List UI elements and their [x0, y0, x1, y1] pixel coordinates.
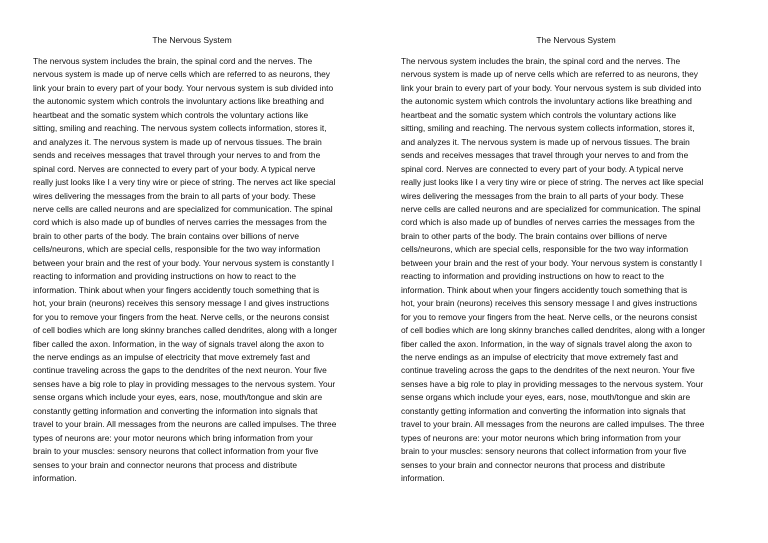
- page-title: The Nervous System: [536, 35, 616, 45]
- body-paragraph: The nervous system includes the brain, the spinal cord and the nerves. The nervous system is made up of nerve cells which are referred to as neurons, they link your brain to every part of your body. Your nervous system is sub divided into the autonomic system which controls the involuntary actions like breathing and heartbeat and the somatic system which controls the voluntary actions like sitting, smiling and reaching. The nervous system collects information, stores it, and analyzes it. The nervous system is made up of nervous tissues. The brain sends and receives messages that travel through your nerves to and from the spinal cord. Nerves are connected to every part of your body. A typical nerve really just looks like I a very tiny wire or piece of string. The nerves act like special wires delivering the messages from the brain to all parts of your body. These nerve cells are called neurons and are specialized for communication. The spinal cord which is also made up of bundles of nerves carries the messages from the brain to other parts of the body. The brain contains over billions of nerve cells/neurons, which are special cells, responsible for the two way information between your brain and the rest of your body. Your nervous system is constantly I reacting to information and providing instructions on how to react to the information. Think about when your fingers accidently touch something that is hot, your brain (neurons) receives this sensory message I and gives instructions for you to remove your fingers from the heat. Nerve cells, or the neurons consist of cell bodies which are long skinny branches called dendrites, along with a longer fiber called the axon. Information, in the way of signals travel along the axon to the nerve endings as an impulse of electricity that move extremely fast and continue traveling across the gaps to the dendrites of the next neuron. Your five senses have a big role to play in providing messages to the nervous system. Your sense organs which include your eyes, ears, nose, mouth/tongue and skin are constantly getting information and converting the information into signals that travel to your brain. All messages from the neurons are called impulses. The three types of neurons are: your motor neurons which bring information from your brain to your muscles: sensory neurons that collect information from your five senses to your brain and connector neurons that process and distribute information.: [33, 56, 338, 484]
- body-paragraph: The nervous system includes the brain, the spinal cord and the nerves. The nervous system is made up of nerve cells which are referred to as neurons, they link your brain to every part of your body. Your nervous system is sub divided into the autonomic system which controls the involuntary actions like breathing and heartbeat and the somatic system which controls the voluntary actions like sitting, smiling and reaching. The nervous system collects information, stores it, and analyzes it. The nervous system is made up of nervous tissues. The brain sends and receives messages that travel through your nerves to and from the spinal cord. Nerves are connected to every part of your body. A typical nerve really just looks like I a very tiny wire or piece of string. The nerves act like special wires delivering the messages from the brain to all parts of your body. These nerve cells are called neurons and are specialized for communication. The spinal cord which is also made up of bundles of nerves carries the messages from the brain to other parts of the body. The brain contains over billions of nerve cells/neurons, which are special cells, responsible for the two way information between your brain and the rest of your body. Your nervous system is constantly I reacting to information and providing instructions on how to react to the information. Think about when your fingers accidently touch something that is hot, your brain (neurons) receives this sensory message I and gives instructions for you to remove your fingers from the heat. Nerve cells, or the neurons consist of cell bodies which are long skinny branches called dendrites, along with a longer fiber called the axon. Information, in the way of signals travel along the axon to the nerve endings as an impulse of electricity that move extremely fast and continue traveling across the gaps to the dendrites of the next neuron. Your five senses have a big role to play in providing messages to the nervous system. Your sense organs which include your eyes, ears, nose, mouth/tongue and skin are constantly getting information and converting the information into signals that travel to your brain. All messages from the neurons are called impulses. The three types of neurons are: your motor neurons which bring information from your brain to your muscles: sensory neurons that collect information from your five senses to your brain and connector neurons that process and distribute information.: [401, 56, 706, 484]
- page-title: The Nervous System: [152, 35, 232, 45]
- document-page-right: [384, 0, 768, 543]
